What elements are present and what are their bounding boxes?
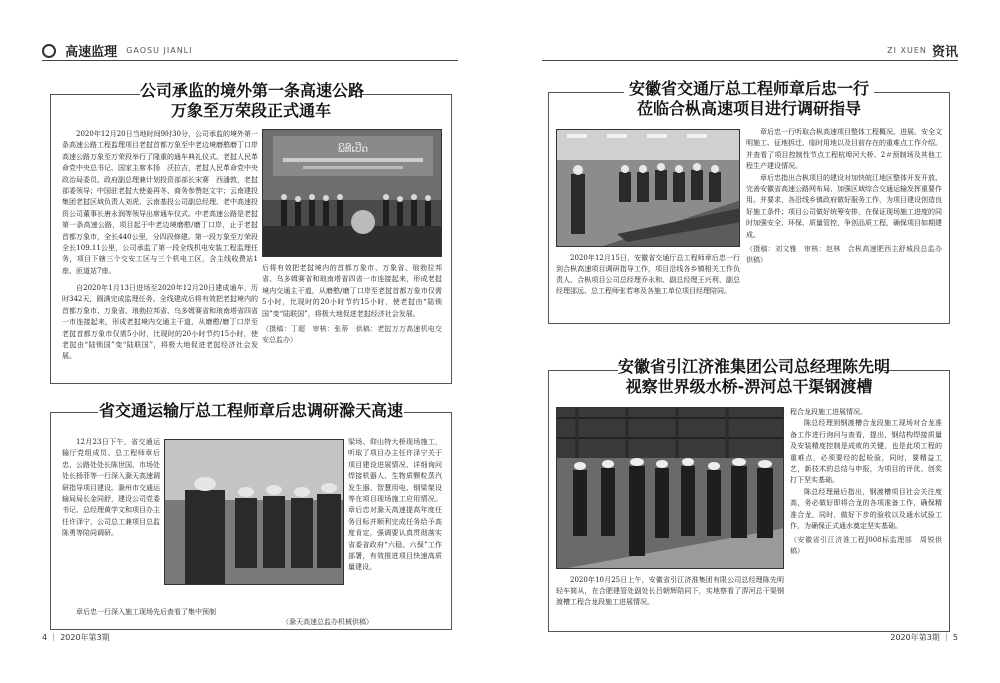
article-title: 公司承监的境外第一条高速公路 万象至万荣段正式通车 [140,81,365,120]
magazine-logo-icon [42,44,56,58]
site-inspection-image [165,440,344,585]
model-viewing-photo [556,129,740,247]
article-pihe-aqueduct [548,357,950,632]
ceremony-photo [262,129,442,257]
section-subtitle: ZI XUEN [887,46,927,55]
article-body-continued: 自2020年1月13日进场至2020年12月20日建成通车，历时342天，圆满完成监理任务。全线建成后将有效把老挝境内的首都万象市、万象省、琅勃拉邦省、乌多姆赛省和琅南塔省四省一市连接起来，形成老挝境内交通主干道，从磨憨/磨丁口岸至老挝首都万象市仅需5小时，比现时的20小时节约15小时，使老挝由“陆锁国”变“陆联国”，将极大地促进老挝经济社会发展。 [62,284,258,361]
aqueduct-site-photo [556,407,784,569]
site-inspection-photo [164,439,344,585]
photo-caption: 2020年10月25日上午，安徽省引江济淮集团有限公司总经理陈先明轻车简从，在合肥建管处副处长吕朝辉陪同下，实地察看了淠河总干渠钢渡槽工程合龙段施工进展情况。 [556,576,784,606]
article-credit: （摄稿：刘文雅 审核：赵林 合枞高速肥西主舒城段总监办 供稿） [746,245,942,265]
section-title: 高速监理 [65,45,118,60]
left-page-footer: 4 ｜ 2020年第3期 [42,633,110,642]
photo-caption: 2020年12月15日，安徽省交通厅总工程师章后忠一行到合枞高速项目调研指导工作，项目沿线各乡镇相关工作负责人、合枞项目公司总经理乔永和、副总经理王兴利、副总经理邵远、总工程师张若寒及各施工单位项目经理陪同。 [556,254,740,295]
page-number: 4 [42,633,48,642]
article-body-right: 梁场、仰山特大桥现场施工，听取了项目办主任许泽宁关于项目建设进展情况、详细询问焊接机器人、生物质颗粒蒸汽发生器、智慧用电、钢梁架设等在项目现场施工应用情况。章后忠对滁天高速提高年度任务目标并顺利完成任务给予高度肯定，强调要认真贯彻落实省委省政府“六稳、六保”工作部署，有效推进项目快速高质量建设。 [348,438,442,572]
article-body: 2020年12月20日当地时间9时30分，公司承监的境外第一条高速公路工程监理项目老挝首都万象至中老边境磨憨磨丁口岸高速公路万象至万荣段举行了隆重的通车典礼仪式。老挝人民革命党中央总书记、国家主席本扬 沃拉吉，老挝人民革命党中央政治局委员、政府副总理兼计划投资部部长宋赛 西潘敦，老挝部委领导；中国驻老挝大使姜再冬、商务参赞赵文宇；云南建投集团老挝区域负责人刘虎、云南基投公司副总经理、老中高速投资公司董事长唐永润等领导出席通车仪式。中老高速公路是老挝第一条高速公路，项目起于中老边境磨憨/磨丁口岸，止于老挝首都万象市，全长440公里，分四段修建。第一段万象至万荣段全长109.11公里，公司承监了第一段全线机电安装工程监理任务，项目下辖三个交安工区与三个机电工区，含主线收费站1座、匝道站7座。 [62,130,258,275]
left-page-header [42,40,193,60]
page-number: 5 [952,633,958,642]
article-laos-expressway [50,81,452,384]
article-title: 省交通运输厅总工程师章后忠调研滁天高速 [98,401,403,420]
article-body: 12月23日下午，省交通运输厅党组成员、总工程师章后忠、公路处处长陈世国、市场处处长杨菲等一行深入滁天高速调研指导项目建设。滁州市交通运输局局长金同舒，建设公司党委书记、总经理黄学文和项目办主任许泽宁，公司总工兼项目总监陈勇等陪同调研。 [62,438,160,538]
right-page-footer: 2020年第3期 ｜ 5 [890,633,958,642]
section-subtitle: GAOSU JIANLI [126,46,193,55]
article-hezong-expressway [548,79,950,324]
article-chutian-expressway [50,401,452,630]
issue-label: 2020年第3期 [60,633,110,642]
article-credit: （安徽省引江济淮工程J008标监理部 周锐供稿） [790,536,942,556]
article-body-bottom: 章后忠一行深入施工现场先后查看了集中预制 [76,608,216,616]
right-page [500,0,1000,683]
issue-label: 2020年第3期 [890,633,940,642]
article-title: 安徽省引江济淮集团公司总经理陈先明 视察世界级水桥-淠河总干渠钢渡槽 [618,357,891,396]
article-body: 章后忠一行听取合枞高速项目整体工程概况、进展、安全文明施工、征地拆迁、临时用地以及目前存在的重难点工作介绍。并查看了项目控制性节点工程杭埠河大桥、2＃预制场及其他工程生产建设情况。 章后忠指出合枞项目的建设对加快皖江地区整体开发开放、完善安徽省高速公路网布局、加强区域综合交通运输发挥重要作用。并要求，各沿线乡镇政府做好服务工作，为项目建设创造良好施工条件；项目公司做好统筹安排，在保证现场施工进度的同时加强安全、环保、质量管控，争创品质工程，确保项目如期建成。 （摄稿：刘文雅 审核：赵林 合枞高速肥西主舒城段总监办 供稿） [746,128,942,265]
photo-banner-text: ພິທີເປີດ [337,144,369,155]
article-credit: （摄稿：丁超 审核：张蒂 供稿：老挝万万高速机电交安总监办） [262,325,442,345]
section-title: 资讯 [931,45,958,60]
article-title: 安徽省交通厅总工程师章后忠一行 莅临合枞高速项目进行调研指导 [624,79,874,119]
article-body-right: 后将有效把老挝境内的首都万象市、万象省、琅勃拉邦省、乌多姆赛省和琅南塔省四省一市连接起来，形成老挝境内交通主干道，从磨憨/磨丁口岸至老挝首都万象市仅需5小时，比现时的20小时节约15小时，使老挝由“陆锁国”变“陆联国”，将极大地促进老挝经济社会发展。 （摄稿：丁超 审核：张蒂 供稿：老挝万万高速机电交安总监办） [262,264,442,345]
article-body: 程合龙段施工进展情况。 陈总经理到钢渡槽合龙段施工现场对合龙准备工作进行询问与查看，提出，钢结构焊接质量及安装精度控制是成败的关键，也是此项工程的重难点，必须要经的起检验，同时，要精益工艺，新技术的总结与申报，为项目的评优、创奖打下坚实基础。 陈总经理最后指出，钢渡槽项目社会关注度高，务必做好即将合龙的各项准备工作，确保精准合龙，同时，做好下步的验收以及通水试验工作，为确保正式通水奠定坚实基础。 （安徽省引江济淮工程J008标监理部 周锐供稿） [790,408,942,556]
aqueduct-site-image [557,408,784,569]
model-viewing-image [557,130,740,247]
ceremony-photo-image [263,130,442,257]
right-page-header [883,40,958,60]
article-credit: （滁天高速总监办机械供稿） [282,618,373,626]
